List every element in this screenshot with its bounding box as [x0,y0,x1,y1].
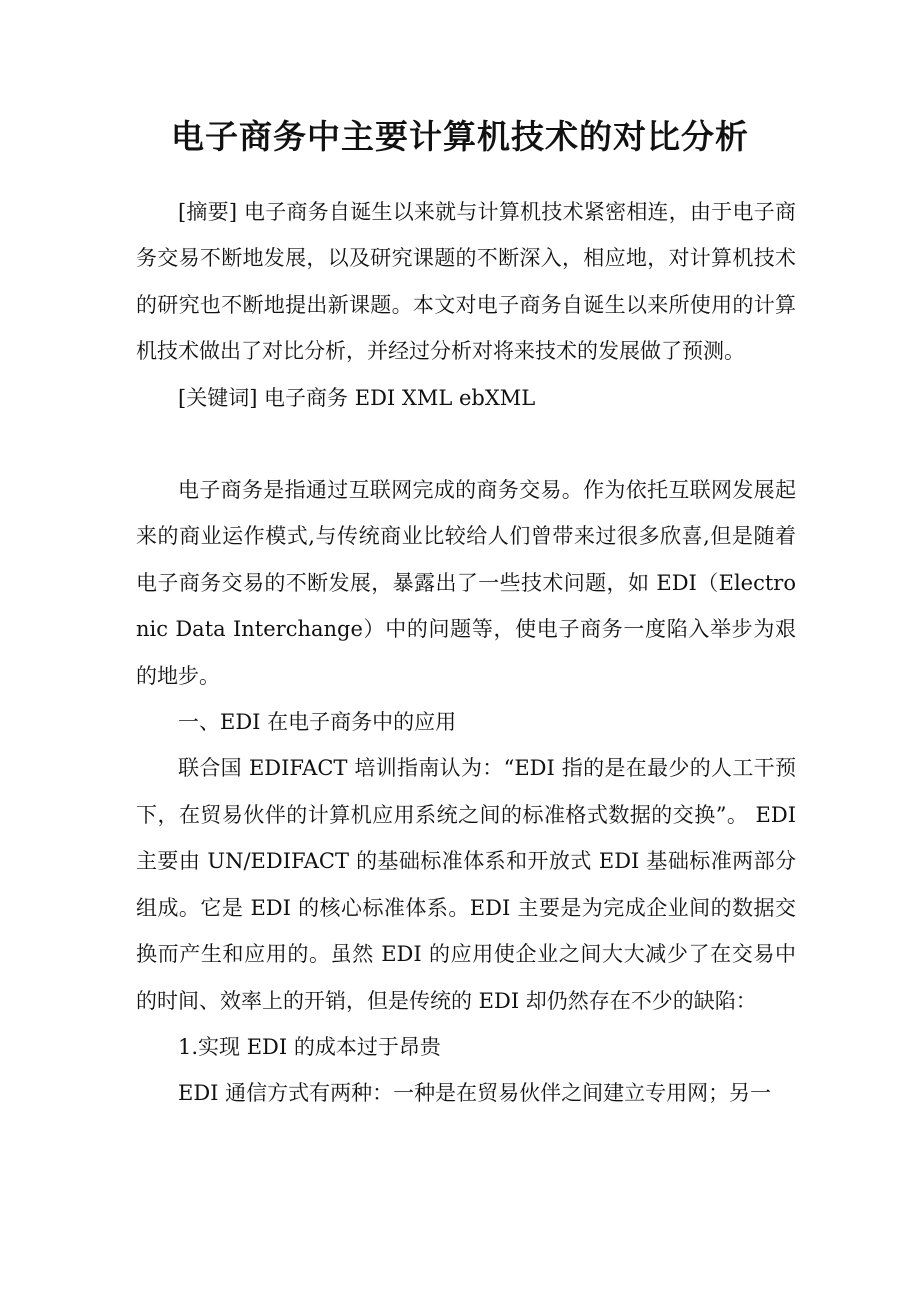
section-heading-edi-application: 一、EDI 在电子商务中的应用 [178,710,457,735]
intro-paragraph: 电子商务是指通过互联网完成的商务交易。作为依托互联网发展起来的商业运作模式,与传统商业比较给人们曾带来过很多欣喜,但是随着电子商务交易的不断发展，暴露出了一些技术问题，如 EDI（Electronic Data Interchange）中的问题等，使电子商务一度陷入举步为艰的地步。 [136,478,796,688]
abstract-paragraph: [摘要] 电子商务自诞生以来就与计算机技术紧密相连，由于电子商务交易不断地发展，以及研究课题的不断深入，相应地，对计算机技术的研究也不断地提出新课题。本文对电子商务自诞生以来所使用的计算机技术做出了对比分析，并经过分析对将来技术的发展做了预测。 [136,200,796,364]
edi-communication-paragraph: EDI 通信方式有两种：一种是在贸易伙伴之间建立专用网；另一 [178,1081,772,1106]
paragraph-spacer [136,421,796,467]
document-body [136,189,796,1117]
keywords-paragraph: [关键词] 电子商务 EDI XML ebXML [178,385,536,410]
edi-definition-paragraph: 联合国 EDIFACT 培训指南认为：“EDI 指的是在最少的人工干预下，在贸易伙伴的计算机应用系统之间的标准格式数据的交换”。 EDI 主要由 UN/EDIFACT 的基础标准体系和开放式 EDI 基础标准两部分组成。它是 EDI 的核心标准体系。EDI 主要是为完成企业间的数据交换而产生和应用的。虽然 EDI 的应用使企业之间大大减少了在交易中的时间、效率上的开销，但是传统的 EDI 却仍然存在不少的缺陷： [136,756,796,1013]
subsection-heading-edi-cost: 1.实现 EDI 的成本过于昂贵 [178,1034,441,1059]
document-title: 电子商务中主要计算机技术的对比分析 [171,117,749,156]
